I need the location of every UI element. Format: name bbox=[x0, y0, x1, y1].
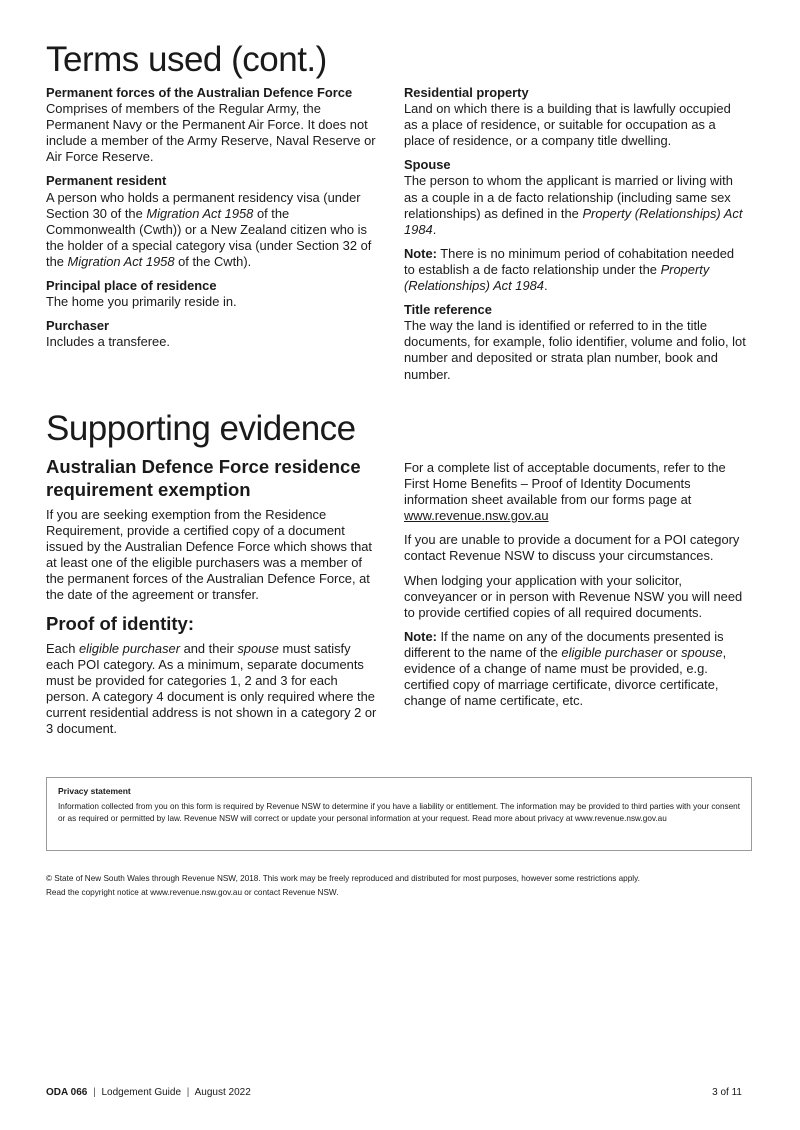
text-run: or bbox=[662, 644, 682, 660]
copyright-notice bbox=[46, 872, 746, 899]
text-run: Includes a transferee. bbox=[46, 334, 170, 350]
website-link[interactable]: www.revenue.nsw.gov.au bbox=[404, 508, 549, 524]
footer-guide: Lodgement Guide bbox=[101, 1087, 182, 1098]
italic-text: Migration Act 1958 bbox=[146, 205, 254, 221]
term-definition bbox=[46, 278, 382, 310]
term-title: Residential property bbox=[404, 85, 529, 100]
term-body bbox=[404, 173, 746, 237]
text-run: If the name on any of the documents presented is different to the name of the bbox=[404, 628, 724, 660]
form-code: ODA 066 bbox=[46, 1087, 88, 1098]
support-right-column bbox=[404, 460, 746, 717]
privacy-statement-box bbox=[46, 777, 752, 851]
term-body bbox=[404, 318, 746, 382]
text-run: and their bbox=[180, 640, 238, 656]
text-run: . bbox=[543, 278, 548, 294]
text-run: The person to whom the applicant is married or living with as a couple in a de facto relationship (including same sex relationships) as defined in the bbox=[404, 173, 733, 221]
text-run: of the Cwth). bbox=[174, 253, 252, 269]
page-number: 3 of 11 bbox=[712, 1087, 742, 1098]
term-definition bbox=[404, 302, 746, 382]
text-run: Each bbox=[46, 640, 79, 656]
term-definition bbox=[46, 85, 382, 165]
italic-text: spouse bbox=[237, 640, 279, 656]
text-run: Land on which there is a building that is lawfully occupied as a place of residence, or suitable for occupation as a place of residence, or a company title dwelling. bbox=[404, 101, 731, 149]
paragraph bbox=[404, 629, 746, 709]
term-definition bbox=[404, 157, 746, 237]
term-title: Permanent resident bbox=[46, 173, 167, 189]
privacy-body: Information collected from you on this form is required by Revenue NSW to determine if you have a liability or entitlement. The information may be provided to third parties with your consent or as required or permitted by law. Revenue NSW will correct or update your personal information at your request. Read more about privacy at www.revenue.nsw.gov.au bbox=[58, 802, 741, 823]
text-run: The home you primarily reside in. bbox=[46, 294, 237, 310]
italic-text: spouse bbox=[681, 644, 723, 660]
page-footer bbox=[46, 1087, 746, 1098]
text-run: When lodging your application with your solicitor, conveyancer or in person with Revenue NSW you will need to provide certified copies of all required documents. bbox=[404, 572, 743, 620]
note-label: Note: bbox=[404, 245, 437, 261]
text-run: If you are unable to provide a document for a POI category contact Revenue NSW to discuss your circumstances. bbox=[404, 532, 740, 564]
footer-info bbox=[46, 1087, 251, 1098]
note-label: Note: bbox=[404, 628, 437, 644]
copyright-line-1: © State of New South Wales through Revenue NSW, 2018. This work may be freely reproduced and distributed for most purposes, however some restrictions apply. bbox=[46, 874, 640, 883]
term-body bbox=[46, 101, 382, 165]
term-title: Permanent forces of the Australian Defence Force bbox=[46, 85, 353, 100]
italic-text: Property (Relationships) Act 1984 bbox=[404, 261, 710, 294]
privacy-title: Privacy statement bbox=[58, 786, 131, 796]
text-run: must satisfy each POI category. As a minimum, separate documents must be provided for categories 1, 2 and 3 for each person. A category 4 document is only required where the current residential address is not shown in a category 2 or 3 document. bbox=[46, 640, 377, 737]
text-run: If you are seeking exemption from the Residence Requirement, provide a certified copy of a document issued by the Australian Defence Force which shows that at least one of the eligible purchasers was a member of the permanent forces of the Australian Defence Force, at the date of the agreement or transfer. bbox=[46, 507, 373, 603]
term-body bbox=[404, 101, 746, 149]
paragraph bbox=[404, 532, 746, 564]
text-run: For a complete list of acceptable documents, refer to the First Home Benefits – Proof of Identity Documents information sheet available from our forms page at bbox=[404, 460, 726, 508]
paragraph bbox=[46, 507, 382, 604]
text-run: Comprises of members of the Regular Army, the Permanent Navy or the Permanent Air Force. It does not include a member of the Army Reserve, Naval Reserve or Air Force Reserve. bbox=[46, 101, 376, 165]
italic-text: eligible purchaser bbox=[78, 640, 181, 656]
section-subheading: Australian Defence Force residence requirement exemption bbox=[46, 456, 361, 500]
italic-text: Migration Act 1958 bbox=[67, 253, 175, 269]
text-run: , evidence of a change of name must be provided, e.g. certified copy of marriage certificate, divorce certificate, change of name certificate, etc. bbox=[404, 644, 727, 709]
footer-separator: | bbox=[93, 1087, 96, 1098]
term-body bbox=[46, 294, 382, 310]
terms-left-column bbox=[46, 85, 382, 358]
italic-text: Property (Relationships) Act 1984 bbox=[404, 205, 743, 237]
paragraph bbox=[404, 573, 746, 621]
term-title: Title reference bbox=[404, 302, 492, 318]
term-body bbox=[404, 246, 746, 294]
text-run: There is no minimum period of cohabitation needed to establish a de facto relationship under the bbox=[404, 245, 735, 277]
terms-right-column bbox=[404, 85, 746, 391]
italic-text: eligible purchaser bbox=[561, 644, 663, 660]
section-subheading: Proof of identity: bbox=[46, 612, 194, 634]
term-definition bbox=[46, 318, 382, 350]
term-definition bbox=[404, 85, 746, 149]
text-run: A person who holds a permanent residency visa (under Section 30 of the bbox=[46, 189, 361, 221]
document-page bbox=[46, 0, 746, 1130]
text-run: The way the land is identified or referred to in the title documents, for example, folio identifier, volume and folio, lot number and deposited or strata plan number, book and number. bbox=[404, 318, 746, 382]
term-body bbox=[46, 334, 382, 350]
paragraph bbox=[404, 460, 746, 524]
text-run: of the Commonwealth (Cwth)) or a New Zealand citizen who is the holder of a special category visa (under Section 32 of the bbox=[46, 205, 372, 269]
term-title: Purchaser bbox=[46, 318, 110, 334]
term-title: Spouse bbox=[404, 157, 451, 173]
term-title: Principal place of residence bbox=[46, 278, 217, 294]
term-body bbox=[46, 190, 382, 270]
footer-date: August 2022 bbox=[194, 1087, 251, 1098]
term-definition bbox=[404, 246, 746, 294]
paragraph bbox=[46, 641, 382, 738]
terms-heading: Terms used (cont.) bbox=[46, 40, 327, 79]
text-run: . bbox=[432, 221, 437, 237]
copyright-line-2: Read the copyright notice at www.revenue.nsw.gov.au or contact Revenue NSW. bbox=[46, 887, 339, 897]
footer-separator: | bbox=[186, 1087, 190, 1098]
supporting-evidence-heading: Supporting evidence bbox=[46, 409, 356, 448]
term-definition bbox=[46, 173, 382, 270]
support-left-column bbox=[46, 455, 382, 745]
